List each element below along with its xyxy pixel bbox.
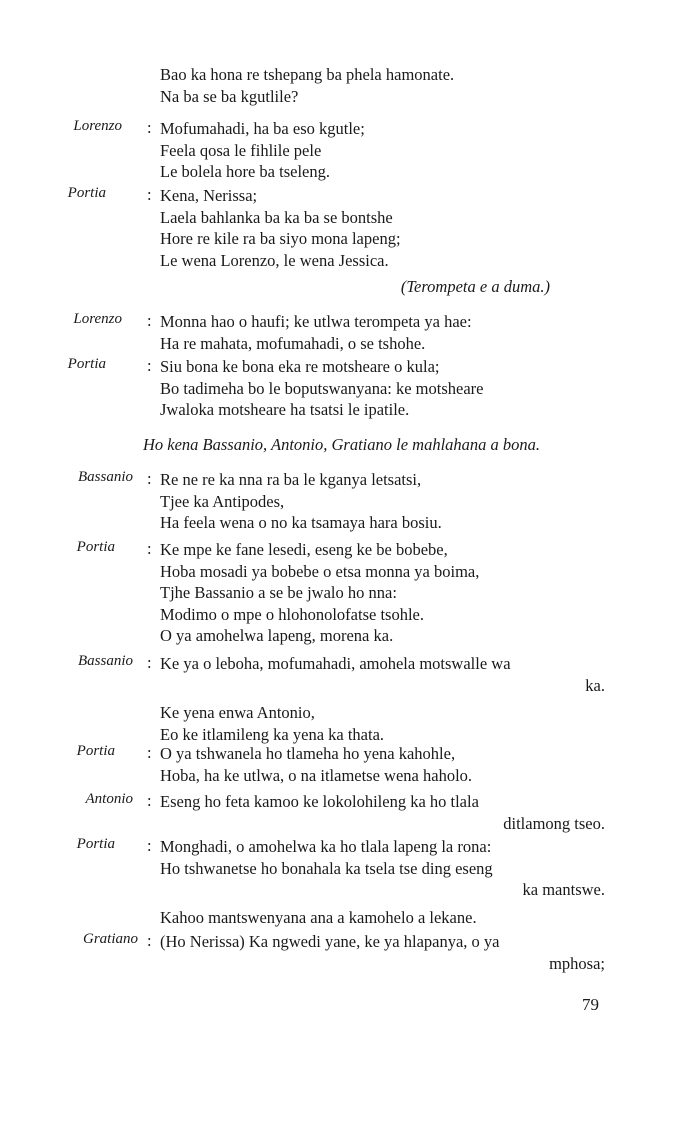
verse-line: Ke yena enwa Antonio, xyxy=(160,703,315,722)
speaker-name: Portia xyxy=(76,743,115,759)
verse-line: Na ba se ba kgutlile? xyxy=(160,86,299,106)
speaker-colon: : xyxy=(147,311,152,330)
verse-line: Ha feela wena o no ka tsamaya hara bosiu. xyxy=(160,513,442,532)
speaker-colon: : xyxy=(147,118,152,137)
verse-line: Hoba, ha ke utlwa, o na itlametse wena haholo. xyxy=(160,765,473,785)
speaker-colon: : xyxy=(147,653,152,672)
verse-line: Ho tshwanetse ho bonahala ka tsela tse ding eseng xyxy=(160,858,493,878)
verse-line: Hore re kile ra ba siyo mona lapeng; xyxy=(160,229,401,248)
speaker-colon: : xyxy=(147,836,152,855)
verse-line: Jwaloka motsheare ha tsatsi le ipatile. xyxy=(160,400,410,419)
speaker-colon: : xyxy=(147,185,152,204)
verse-line: Bo tadimeha bo le boputswanyana: ke motsheare xyxy=(160,378,484,398)
verse-line: Siu bona ke bona eka re motsheare o kula; xyxy=(160,357,440,376)
speaker-name: Portia xyxy=(76,836,115,852)
verse-line: Monghadi, o amohelwa ka ho tlala lapeng la rona: xyxy=(160,837,492,856)
speaker-name: Lorenzo xyxy=(73,311,122,327)
speaker-colon: : xyxy=(147,931,152,950)
speaker-name: Portia xyxy=(67,356,106,372)
verse-line: Le wena Lorenzo, le wena Jessica. xyxy=(160,250,389,270)
verse-line: Mofumahadi, ha ba eso kgutle; xyxy=(160,119,365,138)
verse-line: Eseng ho feta kamoo ke lokolohileng ka ho tlala xyxy=(160,792,479,811)
verse-line: Tjee ka Antipodes, xyxy=(160,491,285,511)
stage-direction: (Terompeta e a duma.) xyxy=(400,277,550,296)
verse-line: Ha re mahata, mofumahadi, o se tshohe. xyxy=(160,333,426,353)
verse-line: Re ne re ka nna ra ba le kganya letsatsi, xyxy=(160,470,422,489)
speaker-colon: : xyxy=(147,791,152,810)
speaker-name: Lorenzo xyxy=(73,118,122,134)
speaker-colon: : xyxy=(147,356,152,375)
verse-line: Bao ka hona re tshepang ba phela hamonate. xyxy=(160,65,455,84)
verse-line-runover: ditlamong tseo. xyxy=(503,813,605,833)
entrance-direction: Ho kena Bassanio, Antonio, Gratiano le mahlahana a bona. xyxy=(142,435,541,454)
speaker-name: Antonio xyxy=(85,791,133,807)
verse-line: Monna hao o haufi; ke utlwa terompeta ya hae: xyxy=(160,312,472,331)
verse-line-runover: ka mantswe. xyxy=(522,880,605,899)
page-number: 79 xyxy=(582,995,599,1014)
speaker-colon: : xyxy=(147,743,152,762)
speaker-name: Portia xyxy=(67,185,106,201)
verse-line: (Ho Nerissa) Ka ngwedi yane, ke ya hlapanya, o ya xyxy=(160,932,500,951)
verse-line: Eo ke itlamileng ka yena ka thata. xyxy=(160,724,385,744)
speaker-name: Bassanio xyxy=(77,653,133,669)
verse-line: Ke mpe ke fane lesedi, eseng ke be bobebe, xyxy=(160,540,448,559)
verse-line: Ke ya o leboha, mofumahadi, amohela motswalle wa xyxy=(160,654,511,673)
speaker-colon: : xyxy=(147,539,152,558)
verse-line: Kahoo mantswenyana ana a kamohelo a lekane. xyxy=(160,907,477,927)
speaker-name: Gratiano xyxy=(82,931,138,947)
verse-line: Tjhe Bassanio a se be jwalo ho nna: xyxy=(160,583,397,602)
verse-line: Hoba mosadi ya bobebe o etsa monna ya boima, xyxy=(160,561,480,581)
verse-line: Feela qosa le fihlile pele xyxy=(160,140,322,160)
speaker-colon: : xyxy=(147,469,152,488)
speaker-name: Portia xyxy=(76,539,115,555)
verse-line: O ya amohelwa lapeng, morena ka. xyxy=(160,626,394,645)
verse-line: Kena, Nerissa; xyxy=(160,186,258,205)
verse-line: Modimo o mpe o hlohonolofatse tsohle. xyxy=(160,604,424,624)
verse-line-runover: mphosa; xyxy=(549,953,605,973)
verse-line: Laela bahlanka ba ka ba se bontshe xyxy=(160,207,393,227)
verse-line: O ya tshwanela ho tlameha ho yena kahohle, xyxy=(160,744,456,763)
verse-line: Le bolela hore ba tseleng. xyxy=(160,162,330,181)
speaker-name: Bassanio xyxy=(77,469,133,485)
verse-line-runover: ka. xyxy=(585,675,605,695)
